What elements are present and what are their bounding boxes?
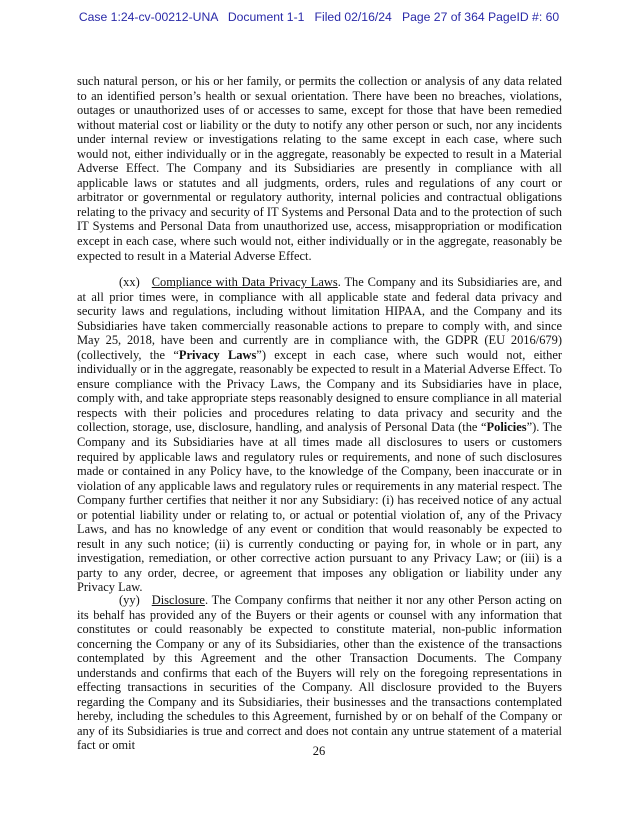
section-label: (xx) [119,275,140,289]
section-label: (yy) [119,593,140,607]
section-heading: Disclosure [151,593,205,607]
paragraph-text: ”). The Company and its Subsidiaries have at all times made all disclosures to users or customers required by applicable laws and regulatory rules or requirements, and none of such disclosures made or contained in any Policy have, to the knowledge of the Company, been inaccurate or in violation of any applicable laws and regulatory rules or requirements in any material respect. The Company further certifies that neither it nor any Subsidiary: (i) has received notice of any actual or potential liability under or relating to, or actual or potential violation of, any of the Privacy Laws, and has no knowledge of any event or condition that would reasonably be expected to result in any such notice; (ii) is currently conducting or paying for, in whole or in part, any investigation, remediation, or other corrective action pursuant to any Privacy Law; or (iii) is a party to any order, decree, or agreement that imposes any obligation or liability under any Privacy Law. [77,420,562,595]
paragraph-disclosure [77,593,562,753]
page-number: 26 [312,744,326,758]
paragraph-text: . The Company and its Subsidiaries are, and at all prior times were, in compliance with all applicable state and federal data privacy and security laws and regulations, including without limitation HIPAA, and the Company and its Subsidiaries have taken commercially reasonable actions to prepare to comply with, and since May 25, 2018, have been and currently are in compliance with, the GDPR (EU 2016/679) (collectively, the “ [77,275,562,362]
section-heading: Compliance with Data Privacy Laws [151,275,338,289]
paragraph-continued: such natural person, or his or her family, or permits the collection or analysis of any data related to an identified person’s health or sexual orientation. There have been no breaches, violations, outages or unauthorized uses of or accesses to same, except for those that have been remedied without material cost or liability or the duty to notify any other person or such, nor any incidents under internal review or investigations relating to the same except in each case, where such would not, either individually or in the aggregate, reasonably be expected to result in a Material Adverse Effect. The Company and its Subsidiaries are presently in compliance with all applicable laws or statutes and all judgments, orders, rules and regulations of any court or arbitrator or governmental or regulatory authority, internal policies and contractual obligations relating to the privacy and security of IT Systems and Personal Data and to the protection of such IT Systems and Personal Data from unauthorized use, access, misappropriation or modification except in each case, where such would not, either individually or in the aggregate, reasonably be expected to result in a Material Adverse Effect. [77,74,562,263]
paragraph-compliance-data-privacy [77,275,562,595]
paragraph-text: ”) except in each case, where such would not, either individually or in the aggregate, reasonably be expected to result in a Material Adverse Effect. To ensure compliance with the Privacy Laws, the Company and its Subsidiaries have in place, comply with, and take appropriate steps reasonably designed to ensure compliance in all material respects with their policies and procedures relating to data privacy and security and the collection, storage, use, disclosure, handling, and analysis of Personal Data (the “ [77,347,563,435]
defined-term-privacy-laws: Privacy Laws [178,347,257,362]
defined-term-policies: Policies [486,420,527,435]
case-header-stamp: Case 1:24-cv-00212-UNA Document 1-1 Filed 02/16/24 Page 27 of 364 PageID #: 60 [78,10,560,24]
paragraph-text: . The Company confirms that neither it nor any other Person acting on its behalf has provided any of the Buyers or their agents or counsel with any information that constitutes or could reasonably be expected to constitute material, non-public information concerning the Company or any of its Subsidiaries, other than the existence of the transactions contemplated by this Agreement and the other Transaction Documents. The Company understands and confirms that each of the Buyers will rely on the foregoing representations in effecting transactions in securities of the Company. All disclosure provided to the Buyers regarding the Company and its Subsidiaries, their businesses and the transactions contemplated hereby, including the schedules to this Agreement, furnished by or on behalf of the Company or any of its Subsidiaries is true and correct and does not contain any untrue statement of a material fact or omit [77,593,562,753]
